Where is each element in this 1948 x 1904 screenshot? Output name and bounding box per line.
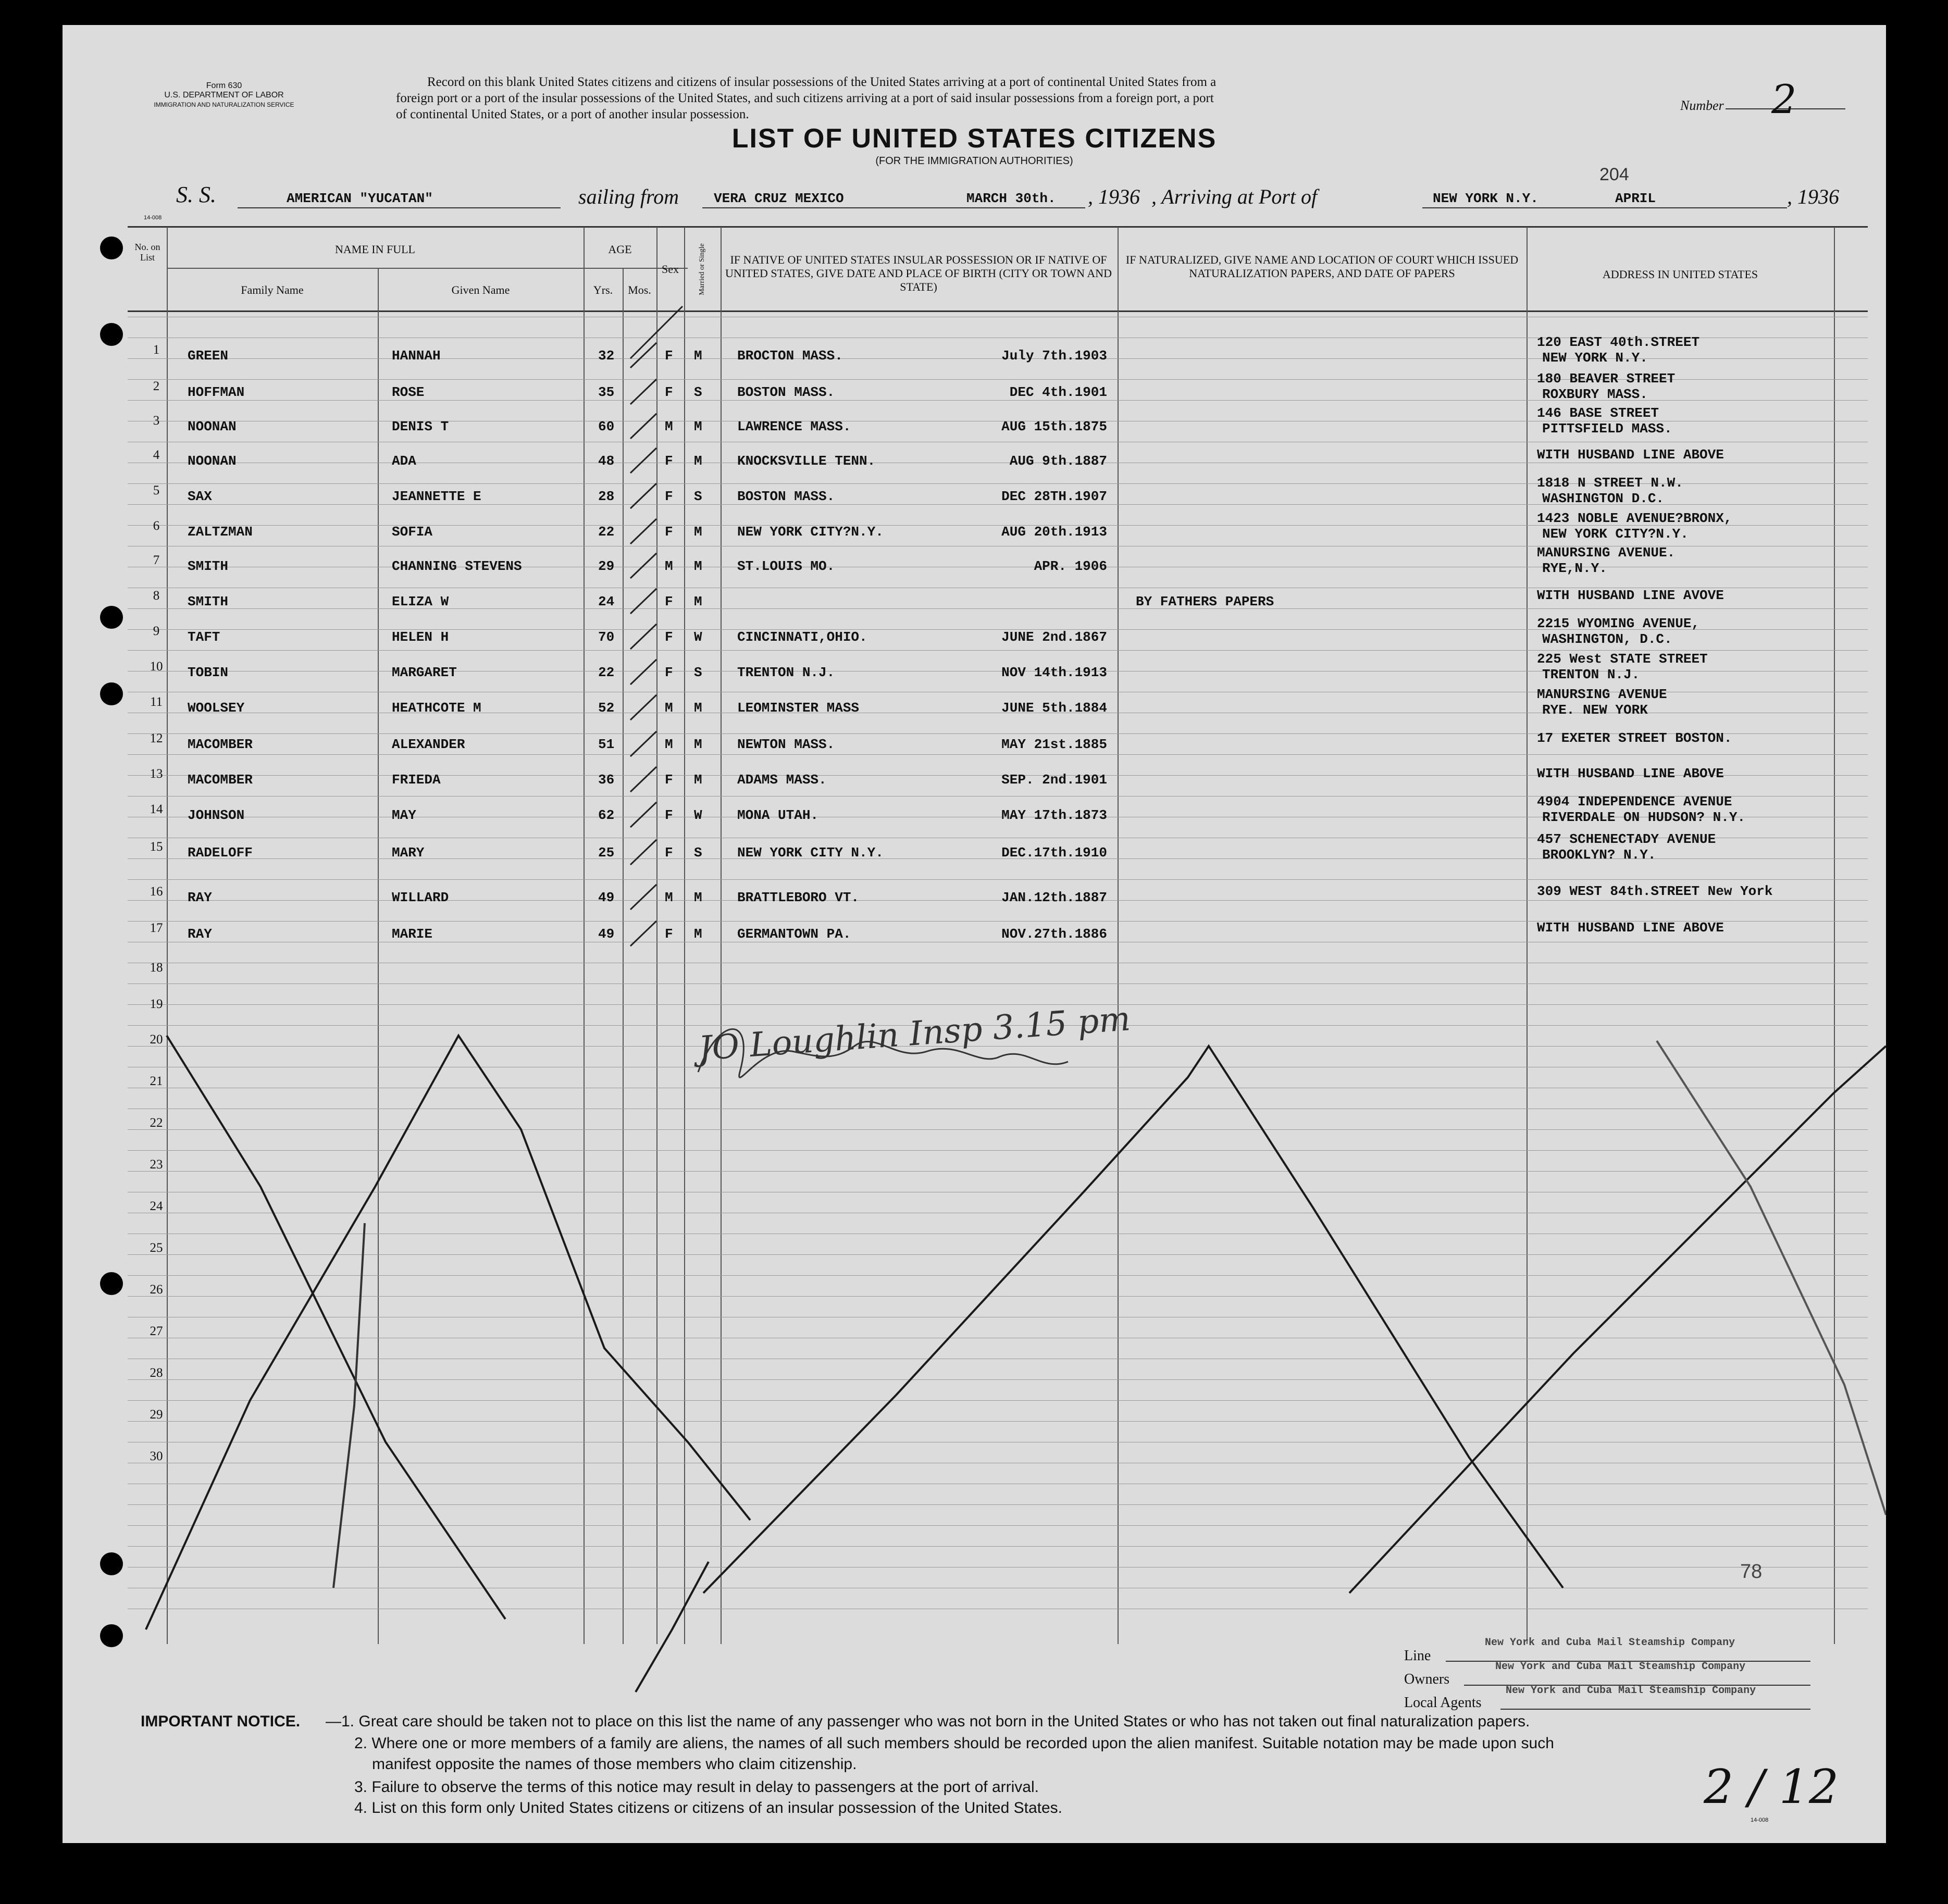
- address-line-1: 1818 N STREET N.W.: [1537, 475, 1683, 491]
- birth-date: JAN.12th.1887: [1001, 890, 1107, 905]
- row-number: 5: [153, 483, 160, 497]
- sex: M: [665, 737, 673, 752]
- col-family-name: Family Name: [241, 283, 304, 296]
- address-line-2: RYE,N.Y.: [1542, 561, 1607, 576]
- birth-place: KNOCKSVILLE TENN.: [737, 453, 876, 469]
- family-name: SMITH: [188, 558, 229, 574]
- address-line-1: MANURSING AVENUE.: [1537, 545, 1676, 561]
- address-line-1: 4904 INDEPENDENCE AVENUE: [1537, 794, 1732, 810]
- age-years: 22: [598, 524, 615, 540]
- check-mark: [630, 483, 656, 508]
- family-name: RADELOFF: [188, 845, 253, 861]
- stamp-number: 204: [1599, 165, 1629, 184]
- sex: F: [665, 926, 673, 942]
- check-mark: [630, 379, 656, 404]
- given-name: MARIE: [392, 926, 433, 942]
- manifest-page: [63, 25, 1886, 1843]
- marital-status: S: [694, 845, 702, 861]
- birth-place: ADAMS MASS.: [737, 772, 827, 788]
- check-mark: [630, 840, 656, 865]
- agents-underline: [1500, 1709, 1810, 1710]
- sex: M: [665, 419, 673, 434]
- family-name: MACOMBER: [188, 772, 253, 788]
- sex: M: [665, 890, 673, 905]
- age-years: 29: [598, 558, 615, 574]
- row-number: 24: [150, 1199, 163, 1213]
- birth-date: SEP. 2nd.1901: [1001, 772, 1107, 788]
- family-name: HOFFMAN: [188, 384, 245, 400]
- birth-place: BRATTLEBORO VT.: [737, 890, 860, 905]
- birth-place: BROCTON MASS.: [737, 348, 843, 364]
- sex: F: [665, 594, 673, 609]
- check-mark: [630, 767, 656, 792]
- family-name: SMITH: [188, 594, 229, 609]
- birth-place: CINCINNATI,OHIO.: [737, 629, 867, 645]
- birth-date: DEC 4th.1901: [1009, 384, 1107, 400]
- sex: M: [665, 558, 673, 574]
- birth-place: NEW YORK CITY N.Y.: [737, 845, 884, 861]
- marital-status: S: [694, 489, 702, 504]
- age-years: 52: [598, 700, 615, 716]
- given-name: WILLARD: [392, 890, 449, 905]
- marital-status: S: [694, 384, 702, 400]
- birth-place: NEW YORK CITY?N.Y.: [737, 524, 884, 540]
- sex: F: [665, 348, 673, 364]
- family-name: MACOMBER: [188, 737, 253, 752]
- check-mark: [630, 553, 656, 578]
- col-birth: IF NATIVE OF UNITED STATES INSULAR POSSESSION OR IF NATIVE OF UNITED STATES, GIVE DATE AND PLACE OF BIRTH (CITY OR TOWN AND STATE): [725, 253, 1112, 293]
- marital-status: W: [694, 629, 702, 645]
- row-number: 8: [153, 589, 160, 603]
- marital-status: M: [694, 524, 702, 540]
- given-name: DENIS T: [392, 419, 449, 434]
- family-name: NOONAN: [188, 419, 237, 434]
- ss-label: S. S.: [176, 182, 216, 207]
- birth-date: JUNE 5th.1884: [1001, 700, 1107, 716]
- address-line-2: NEW YORK CITY?N.Y.: [1542, 526, 1689, 542]
- check-mark: [630, 802, 656, 827]
- col-mos: Mos.: [628, 283, 651, 296]
- marital-status: M: [694, 419, 702, 434]
- number-value: 2: [1771, 76, 1797, 122]
- agents-label: Local Agents: [1404, 1695, 1482, 1711]
- birth-place: NEWTON MASS.: [737, 737, 835, 752]
- birth-date: July 7th.1903: [1001, 348, 1107, 364]
- address-line-1: 17 EXETER STREET BOSTON.: [1537, 730, 1732, 746]
- row-number: 18: [150, 961, 163, 975]
- notice-4: 4. List on this form only United States citizens or citizens of an insular possession of the United States.: [354, 1799, 1063, 1816]
- arrive-date: APRIL: [1615, 191, 1656, 206]
- marital-status: W: [694, 807, 702, 823]
- marital-status: S: [694, 665, 702, 680]
- line-label: Line: [1404, 1648, 1431, 1664]
- corner-mark: 2 / 12: [1704, 1760, 1839, 1814]
- given-name: HELEN H: [392, 629, 449, 645]
- owners-value: New York and Cuba Mail Steamship Company: [1495, 1661, 1746, 1673]
- birth-date: DEC 28TH.1907: [1001, 489, 1107, 504]
- col-married: Married or Single: [698, 243, 706, 295]
- marital-status: M: [694, 558, 702, 574]
- row-number: 10: [150, 659, 163, 674]
- form-number: Form 630: [206, 81, 242, 90]
- birth-date: NOV.27th.1886: [1001, 926, 1107, 942]
- notice-2-cont: manifest opposite the names of those members who claim citizenship.: [372, 1756, 857, 1773]
- given-name: MAY: [392, 807, 416, 823]
- given-name: ELIZA W: [392, 594, 449, 609]
- given-name: MARY: [392, 845, 425, 861]
- row-number: 7: [153, 553, 160, 567]
- birth-date: MAY 17th.1873: [1001, 807, 1107, 823]
- marital-status: M: [694, 926, 702, 942]
- given-name: MARGARET: [392, 665, 457, 680]
- sail-date: MARCH 30th.: [966, 191, 1056, 206]
- age-years: 32: [598, 348, 615, 364]
- instruction-line: foreign port or a port of the insular possessions of the United States, and such citizens arriving at a port of said insular possessions from a foreign port, a port: [396, 91, 1214, 105]
- notice-2: 2. Where one or more members of a family are aliens, the names of all such members should be recorded upon the alien manifest. Suitable notation may be made upon such: [354, 1735, 1554, 1752]
- birth-date: DEC.17th.1910: [1001, 845, 1107, 861]
- birth-place: LEOMINSTER MASS: [737, 700, 860, 716]
- cancel-stroke: [703, 1046, 1563, 1593]
- row-number: 29: [150, 1408, 163, 1422]
- age-years: 22: [598, 665, 615, 680]
- family-name: ZALTZMAN: [188, 524, 253, 540]
- age-years: 60: [598, 419, 615, 434]
- birth-date: MAY 21st.1885: [1001, 737, 1107, 752]
- family-name: RAY: [188, 890, 212, 905]
- check-mark: [630, 306, 683, 358]
- address-line-1: 120 EAST 40th.STREET: [1537, 334, 1700, 350]
- address-line-1: MANURSING AVENUE: [1537, 687, 1667, 702]
- row-number: 25: [150, 1241, 163, 1255]
- address-line-1: 225 West STATE STREET: [1537, 651, 1708, 667]
- cancel-stroke: [1349, 1046, 1886, 1593]
- given-name: ROSE: [392, 384, 425, 400]
- sex: F: [665, 489, 673, 504]
- marital-status: M: [694, 594, 702, 609]
- address-line-1: 180 BEAVER STREET: [1537, 371, 1676, 387]
- address-line-2: RIVERDALE ON HUDSON? N.Y.: [1542, 810, 1746, 825]
- row-number: 20: [150, 1032, 163, 1047]
- naturalization: BY FATHERS PAPERS: [1136, 594, 1274, 609]
- row-number: 13: [150, 767, 163, 781]
- check-mark: [630, 519, 656, 544]
- marital-status: M: [694, 737, 702, 752]
- year-2: , 1936: [1787, 185, 1839, 208]
- age-years: 70: [598, 629, 615, 645]
- given-name: HANNAH: [392, 348, 441, 364]
- given-name: FRIEDA: [392, 772, 441, 788]
- row-number: 21: [150, 1074, 163, 1088]
- col-yrs: Yrs.: [593, 283, 613, 296]
- given-name: CHANNING STEVENS: [392, 558, 522, 574]
- birth-date: JUNE 2nd.1867: [1001, 629, 1107, 645]
- address-line-1: 2215 WYOMING AVENUE,: [1537, 616, 1700, 631]
- age-years: 28: [598, 489, 615, 504]
- sex: M: [665, 700, 673, 716]
- col-name-in-full: NAME IN FULL: [335, 243, 415, 256]
- address-line-1: 457 SCHENECTADY AVENUE: [1537, 831, 1716, 847]
- cancel-stroke: [1657, 1041, 1886, 1515]
- birth-place: LAWRENCE MASS.: [737, 419, 851, 434]
- address-line-2: WASHINGTON D.C.: [1542, 491, 1665, 506]
- address-line-1: 1423 NOBLE AVENUE?BRONX,: [1537, 511, 1732, 526]
- address-line-1: WITH HUSBAND LINE ABOVE: [1537, 766, 1724, 781]
- year-1: , 1936: [1088, 185, 1140, 208]
- inspector-signature: JO Loughlin Insp 3.15 pm: [697, 1000, 1132, 1068]
- sex: F: [665, 845, 673, 861]
- marital-status: M: [694, 890, 702, 905]
- check-mark: [630, 624, 656, 649]
- row-number: 11: [150, 695, 163, 709]
- row-number: 17: [150, 921, 163, 935]
- birth-date: NOV 14th.1913: [1001, 665, 1107, 680]
- row-number: 28: [150, 1366, 163, 1380]
- age-years: 35: [598, 384, 615, 400]
- cancel-stroke: [636, 1562, 709, 1692]
- owners-label: Owners: [1404, 1671, 1450, 1687]
- from-port: VERA CRUZ MEXICO: [714, 191, 844, 206]
- row-number: 14: [150, 802, 163, 816]
- address-line-2: RYE. NEW YORK: [1542, 702, 1648, 718]
- sex: F: [665, 665, 673, 680]
- row-number: 3: [153, 414, 160, 428]
- notice-3: 3. Failure to observe the terms of this notice may result in delay to passengers at the port of arrival.: [354, 1778, 1039, 1796]
- birth-place: BOSTON MASS.: [737, 384, 835, 400]
- marital-status: M: [694, 453, 702, 469]
- line-value: New York and Cuba Mail Steamship Company: [1485, 1637, 1735, 1649]
- family-name: TAFT: [188, 629, 220, 645]
- col-no: No. on List: [134, 242, 160, 263]
- agents-value: New York and Cuba Mail Steamship Company: [1506, 1685, 1756, 1697]
- notice-title: IMPORTANT NOTICE.: [141, 1713, 301, 1730]
- row-number: 4: [153, 448, 160, 462]
- col-address: ADDRESS IN UNITED STATES: [1602, 268, 1758, 281]
- cancel-stroke: [333, 1223, 365, 1588]
- address-line-2: BROOKLYN? N.Y.: [1542, 847, 1656, 863]
- sex: F: [665, 453, 673, 469]
- cancel-stroke: [167, 1036, 505, 1619]
- print-code: 14-008: [144, 215, 162, 221]
- age-years: 51: [598, 737, 615, 752]
- given-name: SOFIA: [392, 524, 433, 540]
- check-mark: [630, 695, 656, 720]
- sex: F: [665, 384, 673, 400]
- page-mark: 78: [1740, 1561, 1763, 1583]
- address-line-2: ROXBURY MASS.: [1542, 387, 1648, 402]
- birth-place: BOSTON MASS.: [737, 489, 835, 504]
- address-line-2: TRENTON N.J.: [1542, 667, 1640, 682]
- given-name: ADA: [392, 453, 416, 469]
- family-name: TOBIN: [188, 665, 229, 680]
- notice-1: —1. Great care should be taken not to place on this list the name of any passenger who was not born in the United States or who has not taken out final naturalization papers.: [326, 1713, 1530, 1730]
- col-age: AGE: [608, 243, 632, 256]
- family-name: WOOLSEY: [188, 700, 245, 716]
- department: U.S. DEPARTMENT OF LABOR: [164, 91, 284, 99]
- row-number: 26: [150, 1283, 163, 1297]
- given-name: ALEXANDER: [392, 737, 465, 752]
- given-name: JEANNETTE E: [392, 489, 481, 504]
- family-name: RAY: [188, 926, 212, 942]
- row-number: 15: [150, 840, 163, 854]
- row-number: 23: [150, 1158, 163, 1172]
- age-years: 36: [598, 772, 615, 788]
- age-years: 49: [598, 890, 615, 905]
- birth-place: MONA UTAH.: [737, 807, 819, 823]
- col-given-name: Given Name: [451, 283, 510, 296]
- ink-layer: [63, 25, 1886, 1843]
- age-years: 48: [598, 453, 615, 469]
- check-mark: [630, 921, 656, 946]
- address-line-2: PITTSFIELD MASS.: [1542, 421, 1672, 437]
- col-naturalized: IF NATURALIZED, GIVE NAME AND LOCATION OF COURT WHICH ISSUED NATURALIZATION PAPERS, AND DATE OF PAPERS: [1125, 253, 1519, 280]
- number-label: Number: [1680, 98, 1724, 113]
- arriving-label: , Arriving at Port of: [1151, 185, 1318, 208]
- marital-status: M: [694, 348, 702, 364]
- instruction-line: of continental United States, or a port of another insular possession.: [396, 107, 749, 121]
- birth-place: GERMANTOWN PA.: [737, 926, 851, 942]
- address-line-1: WITH HUSBAND LINE ABOVE: [1537, 920, 1724, 936]
- row-number: 2: [153, 379, 160, 393]
- instruction-line: Record on this blank United States citizens and citizens of insular possessions of the United States arriving at a port of continental United States from a: [427, 75, 1217, 89]
- sex: F: [665, 524, 673, 540]
- service: IMMIGRATION AND NATURALIZATION SERVICE: [154, 101, 294, 108]
- row-number: 22: [150, 1116, 163, 1130]
- address-line-1: 309 WEST 84th.STREET New York: [1537, 883, 1773, 899]
- row-number: 27: [150, 1324, 163, 1338]
- address-line-2: NEW YORK N.Y.: [1542, 350, 1648, 366]
- marital-status: M: [694, 700, 702, 716]
- sex: F: [665, 629, 673, 645]
- family-name: SAX: [188, 489, 212, 504]
- address-line-1: WITH HUSBAND LINE AVOVE: [1537, 588, 1724, 603]
- check-mark: [630, 448, 656, 473]
- row-number: 19: [150, 997, 163, 1011]
- col-sex: Sex: [662, 263, 679, 276]
- age-years: 62: [598, 807, 615, 823]
- row-number: 30: [150, 1449, 163, 1463]
- given-name: HEATHCOTE M: [392, 700, 481, 716]
- page-subtitle: (FOR THE IMMIGRATION AUTHORITIES): [875, 155, 1073, 167]
- page-title: LIST OF UNITED STATES CITIZENS: [731, 123, 1217, 154]
- birth-date: AUG 20th.1913: [1001, 524, 1107, 540]
- birth-date: AUG 9th.1887: [1009, 453, 1107, 469]
- cancel-stroke: [146, 1036, 750, 1629]
- row-number: 16: [150, 885, 163, 899]
- ship-name: AMERICAN "YUCATAN": [287, 191, 433, 206]
- marital-status: M: [694, 772, 702, 788]
- birth-date: AUG 15th.1875: [1001, 419, 1107, 434]
- sex: F: [665, 807, 673, 823]
- birth-place: TRENTON N.J.: [737, 665, 835, 680]
- address-line-1: 146 BASE STREET: [1537, 405, 1659, 421]
- birth-place: ST.LOUIS MO.: [737, 558, 835, 574]
- sex: F: [665, 772, 673, 788]
- age-years: 24: [598, 594, 615, 609]
- family-name: JOHNSON: [188, 807, 245, 823]
- check-mark: [630, 414, 656, 439]
- row-number: 12: [150, 731, 163, 745]
- birth-date: APR. 1906: [1034, 558, 1107, 574]
- age-years: 25: [598, 845, 615, 861]
- family-name: NOONAN: [188, 453, 237, 469]
- address-line-1: WITH HUSBAND LINE ABOVE: [1537, 447, 1724, 463]
- print-code-footer: 14-008: [1751, 1817, 1769, 1823]
- row-number: 9: [153, 624, 160, 638]
- check-mark: [630, 589, 656, 614]
- row-number: 6: [153, 519, 160, 533]
- to-port: NEW YORK N.Y.: [1433, 191, 1538, 206]
- check-mark: [630, 659, 656, 685]
- row-number: 1: [153, 343, 160, 357]
- address-line-2: WASHINGTON, D.C.: [1542, 631, 1672, 647]
- check-mark: [630, 885, 656, 910]
- sailing-label: sailing from: [578, 185, 679, 208]
- check-mark: [630, 731, 656, 756]
- family-name: GREEN: [188, 348, 229, 364]
- age-years: 49: [598, 926, 615, 942]
